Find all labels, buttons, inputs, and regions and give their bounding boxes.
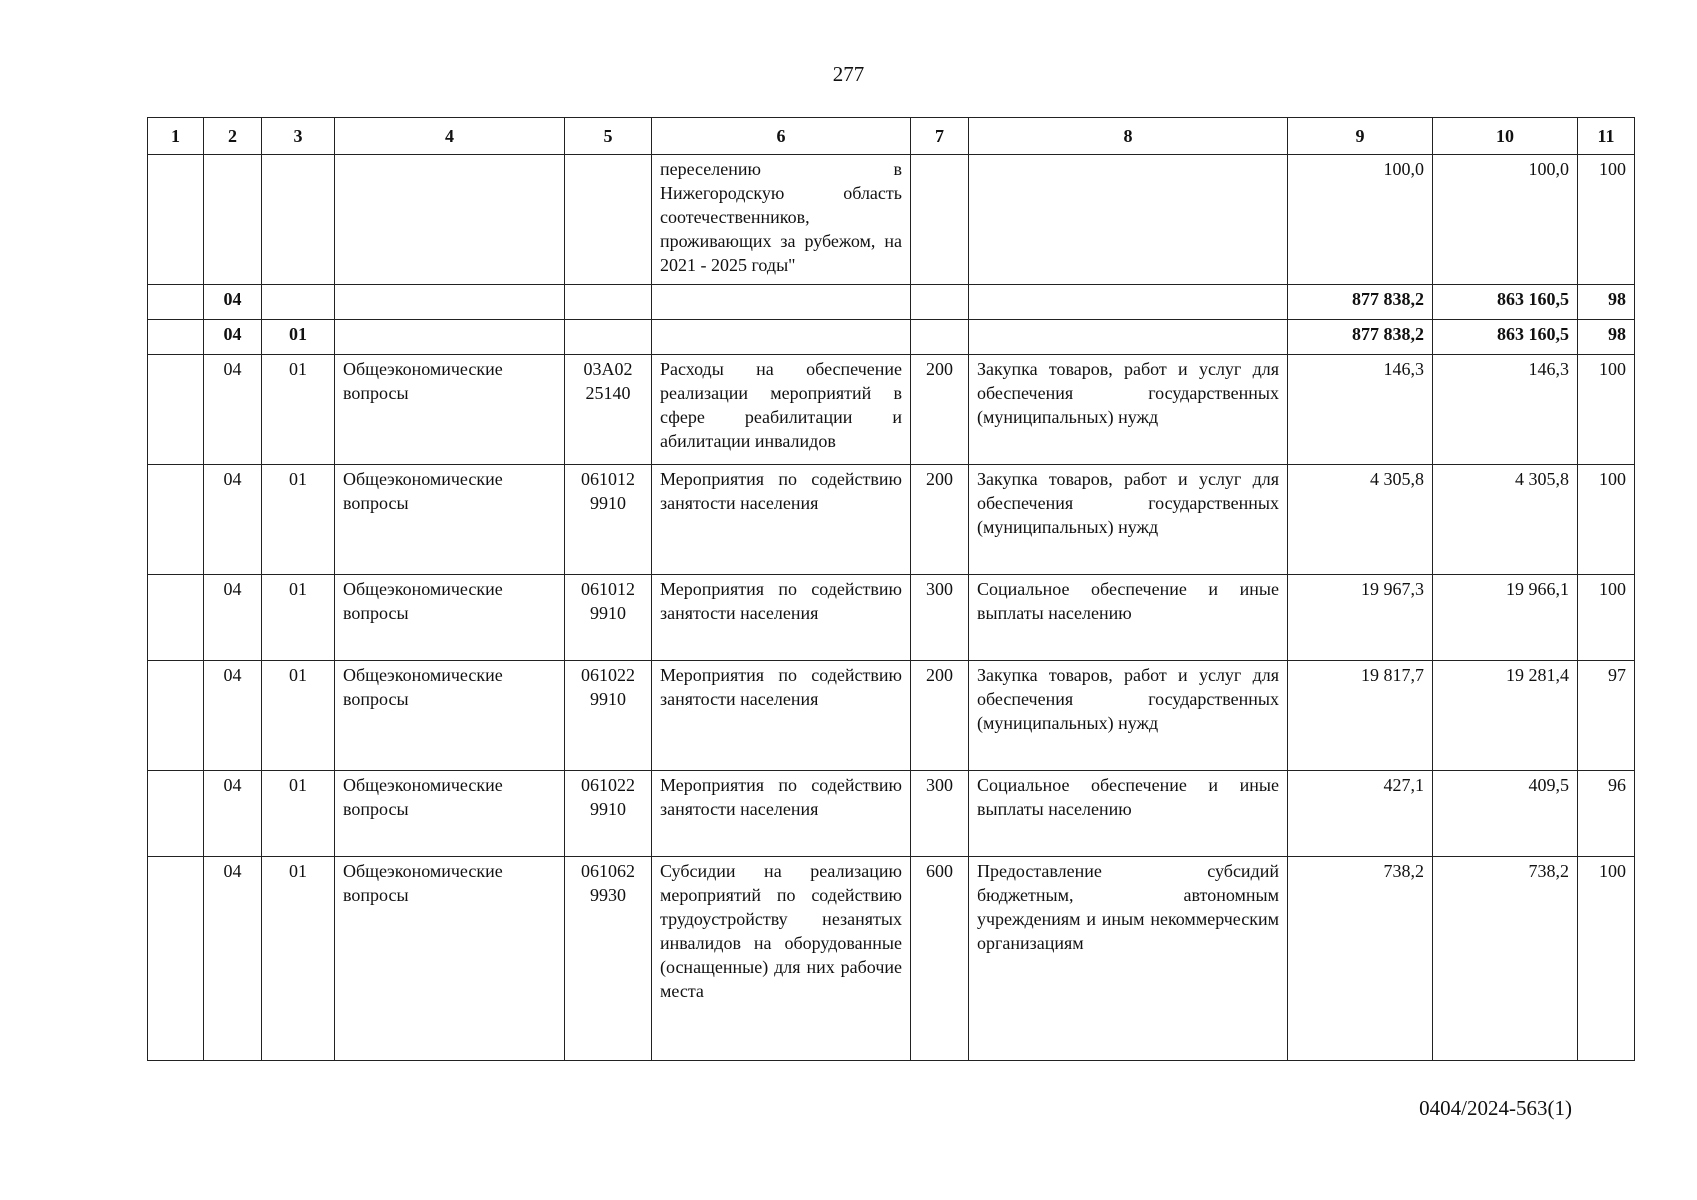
- cell-col1: [148, 355, 204, 465]
- cell-target-code: [565, 155, 652, 285]
- cell-section-name: Общеэкономические вопросы: [335, 857, 565, 1061]
- header-col-3: 3: [262, 118, 335, 155]
- cell-section-name: Общеэкономические вопросы: [335, 771, 565, 857]
- cell-expense-type: 600: [911, 857, 969, 1061]
- cell-subsection: 01: [262, 771, 335, 857]
- cell-actual: 863 160,5: [1433, 285, 1578, 320]
- cell-section-name: [335, 155, 565, 285]
- cell-actual: 409,5: [1433, 771, 1578, 857]
- cell-actual: 19 966,1: [1433, 575, 1578, 661]
- cell-expense-type: 300: [911, 575, 969, 661]
- cell-target-code: 061062 9930: [565, 857, 652, 1061]
- table-row: [148, 320, 1635, 355]
- header-col-2: 2: [204, 118, 262, 155]
- cell-section-name: Общеэкономические вопросы: [335, 661, 565, 771]
- header-col-9: 9: [1288, 118, 1433, 155]
- cell-col1: [148, 857, 204, 1061]
- header-col-10: 10: [1433, 118, 1578, 155]
- table-header-row: [148, 118, 1635, 155]
- cell-percent: 100: [1578, 857, 1635, 1061]
- cell-actual: 146,3: [1433, 355, 1578, 465]
- cell-expense-type-name: Предоставление субсидий бюджетным, автономным учреждениям и иным некоммерческим организациям: [969, 857, 1288, 1061]
- cell-actual: 738,2: [1433, 857, 1578, 1061]
- cell-section: 04: [204, 661, 262, 771]
- cell-actual: 19 281,4: [1433, 661, 1578, 771]
- cell-expense-type: 200: [911, 661, 969, 771]
- cell-section-name: Общеэкономические вопросы: [335, 355, 565, 465]
- cell-target-name: Субсидии на реализацию мероприятий по содействию трудоустройству незанятых инвалидов на оборудованные (оснащенные) для них рабочие места: [652, 857, 911, 1061]
- cell-section-name: [335, 285, 565, 320]
- cell-target-name: Мероприятия по содействию занятости населения: [652, 771, 911, 857]
- header-col-1: 1: [148, 118, 204, 155]
- cell-section: [204, 155, 262, 285]
- cell-section: 04: [204, 857, 262, 1061]
- table-row: [148, 857, 1635, 1061]
- cell-target-code: 061012 9910: [565, 465, 652, 575]
- table-row: [148, 465, 1635, 575]
- cell-actual: 4 305,8: [1433, 465, 1578, 575]
- cell-percent: 98: [1578, 320, 1635, 355]
- cell-target-code: 03А02 25140: [565, 355, 652, 465]
- cell-target-name: Расходы на обеспечение реализации мероприятий в сфере реабилитации и абилитации инвалидов: [652, 355, 911, 465]
- cell-expense-type: [911, 320, 969, 355]
- cell-expense-type-name: Закупка товаров, работ и услуг для обеспечения государственных (муниципальных) нужд: [969, 465, 1288, 575]
- cell-target-code: 061022 9910: [565, 661, 652, 771]
- cell-section: 04: [204, 771, 262, 857]
- cell-percent: 100: [1578, 575, 1635, 661]
- cell-actual: 100,0: [1433, 155, 1578, 285]
- document-code: 0404/2024-563(1): [1419, 1096, 1572, 1120]
- cell-planned: 877 838,2: [1288, 285, 1433, 320]
- cell-planned: 877 838,2: [1288, 320, 1433, 355]
- cell-expense-type-name: [969, 320, 1288, 355]
- cell-col1: [148, 320, 204, 355]
- cell-expense-type-name: Закупка товаров, работ и услуг для обеспечения государственных (муниципальных) нужд: [969, 355, 1288, 465]
- cell-target-code: 061022 9910: [565, 771, 652, 857]
- cell-actual: 863 160,5: [1433, 320, 1578, 355]
- cell-percent: 100: [1578, 355, 1635, 465]
- header-col-11: 11: [1578, 118, 1635, 155]
- cell-expense-type-name: [969, 285, 1288, 320]
- cell-planned: 146,3: [1288, 355, 1433, 465]
- cell-section-name: Общеэкономические вопросы: [335, 465, 565, 575]
- cell-col1: [148, 771, 204, 857]
- cell-percent: 100: [1578, 465, 1635, 575]
- cell-subsection: 01: [262, 857, 335, 1061]
- cell-expense-type: 200: [911, 355, 969, 465]
- cell-target-name: Мероприятия по содействию занятости населения: [652, 661, 911, 771]
- page-number: 277: [832, 62, 865, 86]
- cell-target-code: [565, 320, 652, 355]
- cell-planned: 4 305,8: [1288, 465, 1433, 575]
- cell-percent: 100: [1578, 155, 1635, 285]
- cell-expense-type-name: Социальное обеспечение и иные выплаты населению: [969, 771, 1288, 857]
- cell-section: 04: [204, 465, 262, 575]
- cell-section-name: [335, 320, 565, 355]
- cell-percent: 98: [1578, 285, 1635, 320]
- cell-subsection: [262, 285, 335, 320]
- cell-section: 04: [204, 320, 262, 355]
- cell-section: 04: [204, 575, 262, 661]
- cell-section: 04: [204, 285, 262, 320]
- cell-target-name: [652, 285, 911, 320]
- cell-col1: [148, 155, 204, 285]
- header-col-6: 6: [652, 118, 911, 155]
- cell-percent: 96: [1578, 771, 1635, 857]
- table-row: [148, 661, 1635, 771]
- header-col-5: 5: [565, 118, 652, 155]
- cell-target-name: [652, 320, 911, 355]
- header-col-4: 4: [335, 118, 565, 155]
- table-row: [148, 355, 1635, 465]
- cell-col1: [148, 285, 204, 320]
- cell-percent: 97: [1578, 661, 1635, 771]
- cell-subsection: 01: [262, 661, 335, 771]
- cell-expense-type: [911, 155, 969, 285]
- cell-planned: 738,2: [1288, 857, 1433, 1061]
- table-row: [148, 155, 1635, 285]
- cell-target-name: Мероприятия по содействию занятости населения: [652, 575, 911, 661]
- table-row: [148, 771, 1635, 857]
- cell-col1: [148, 661, 204, 771]
- cell-col1: [148, 465, 204, 575]
- cell-subsection: 01: [262, 465, 335, 575]
- budget-table: [147, 117, 1635, 1061]
- header-col-7: 7: [911, 118, 969, 155]
- cell-target-code: 061012 9910: [565, 575, 652, 661]
- cell-target-name: Мероприятия по содействию занятости населения: [652, 465, 911, 575]
- cell-subsection: 01: [262, 575, 335, 661]
- cell-section-name: Общеэкономические вопросы: [335, 575, 565, 661]
- cell-section: 04: [204, 355, 262, 465]
- cell-planned: 19 967,3: [1288, 575, 1433, 661]
- cell-planned: 427,1: [1288, 771, 1433, 857]
- cell-subsection: 01: [262, 320, 335, 355]
- cell-target-code: [565, 285, 652, 320]
- cell-expense-type-name: Социальное обеспечение и иные выплаты населению: [969, 575, 1288, 661]
- cell-expense-type-name: [969, 155, 1288, 285]
- table-row: [148, 575, 1635, 661]
- cell-target-name: переселению в Нижегородскую область соотечественников, проживающих за рубежом, на 2021 - 2025 годы": [652, 155, 911, 285]
- cell-subsection: [262, 155, 335, 285]
- cell-planned: 19 817,7: [1288, 661, 1433, 771]
- cell-expense-type: [911, 285, 969, 320]
- cell-planned: 100,0: [1288, 155, 1433, 285]
- cell-subsection: 01: [262, 355, 335, 465]
- table-row: [148, 285, 1635, 320]
- cell-expense-type: 300: [911, 771, 969, 857]
- cell-expense-type-name: Закупка товаров, работ и услуг для обеспечения государственных (муниципальных) нужд: [969, 661, 1288, 771]
- cell-expense-type: 200: [911, 465, 969, 575]
- cell-col1: [148, 575, 204, 661]
- header-col-8: 8: [969, 118, 1288, 155]
